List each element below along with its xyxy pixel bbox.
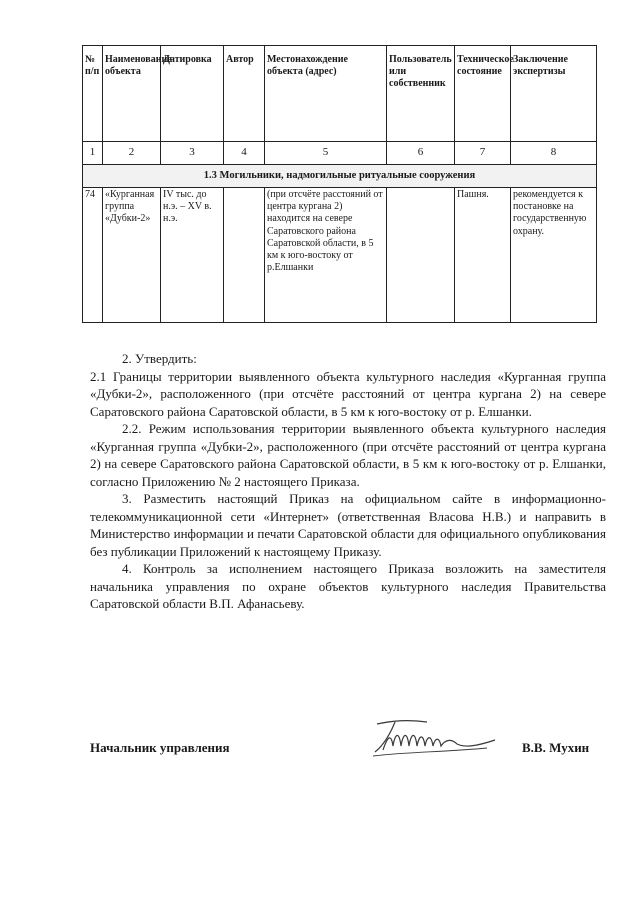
- registry-table: [82, 45, 597, 323]
- row-object-name: «Курганная группа «Дубки-2»: [103, 188, 161, 323]
- header-condition: Техническое состояние: [455, 46, 511, 142]
- section-row: [83, 165, 597, 188]
- header-dating: Датировка: [161, 46, 224, 142]
- paragraph-approve: 2. Утвердить:: [122, 351, 197, 366]
- signatory-title: Начальник управления: [90, 740, 230, 755]
- paragraph-2-1: 2.1 Границы территории выявленного объекта культурного наследия «Курганная группа «Дубки-2», расположенного (при отсчёте расстояний от центра кургана 2) на севере Саратовского района Саратовской области, в 5 км к юго-востоку от р. Елшанки.: [90, 368, 606, 419]
- signatory-name: В.В. Мухин: [522, 740, 590, 755]
- paragraph-4: 4. Контроль за исполнением настоящего Приказа возложить на заместителя начальника управления по охране объектов культурного наследия Правительства Саратовской области В.П. Афанасьеву.: [90, 561, 606, 611]
- column-number: 6: [387, 142, 455, 165]
- column-number: 4: [224, 142, 265, 165]
- header-name: Наименование объекта: [103, 46, 161, 142]
- row-location: (при отсчёте расстояний от центра кургана 2) находится на севере Саратовского района Саратовской области, в 5 км к юго-востоку от р.Елшанки: [265, 188, 387, 323]
- order-body-text: [90, 350, 606, 613]
- table-header-row: [83, 46, 597, 142]
- header-conclusion: Заключение экспертизы: [511, 46, 597, 142]
- header-location: Местонахождение объекта (адрес): [265, 46, 387, 142]
- header-owner: Пользователь или собственник: [387, 46, 455, 142]
- column-number: 2: [103, 142, 161, 165]
- column-number: 3: [161, 142, 224, 165]
- row-conclusion: рекомендуется к постановке на государственную охрану.: [511, 188, 597, 323]
- column-number: 1: [83, 142, 103, 165]
- paragraph-2-2: 2.2. Режим использования территории выявленного объекта культурного наследия «Курганная группа «Дубки-2», расположенного (при отсчёте расстояний от центра кургана 2) на севере Саратовского района Саратовской области, в 5 км к юго-востоку от р. Елшанки, согласно Приложению № 2 настоящего Приказа.: [90, 421, 606, 489]
- handwritten-signature-icon: [365, 712, 505, 762]
- header-author: Автор: [224, 46, 265, 142]
- table-row: [83, 188, 597, 323]
- column-number: 7: [455, 142, 511, 165]
- row-dating: IV тыс. до н.э. – XV в. н.э.: [161, 188, 224, 323]
- row-number: 74: [83, 188, 103, 323]
- row-owner: [387, 188, 455, 323]
- column-number-row: [83, 142, 597, 165]
- registry-table-container: [82, 45, 596, 323]
- row-condition: Пашня.: [455, 188, 511, 323]
- section-title: 1.3 Могильники, надмогильные ритуальные сооружения: [83, 165, 597, 188]
- row-author: [224, 188, 265, 323]
- header-number: № п/п: [83, 46, 103, 142]
- column-number: 5: [265, 142, 387, 165]
- paragraph-3: 3. Разместить настоящий Приказ на официальном сайте в информационно-телекоммуникационной сети «Интернет» (ответственная Власова Н.В.) и направить в Министерство информации и печати Саратовской области для официального опубликования без публикации Приложений к настоящему Приказу.: [90, 491, 606, 559]
- column-number: 8: [511, 142, 597, 165]
